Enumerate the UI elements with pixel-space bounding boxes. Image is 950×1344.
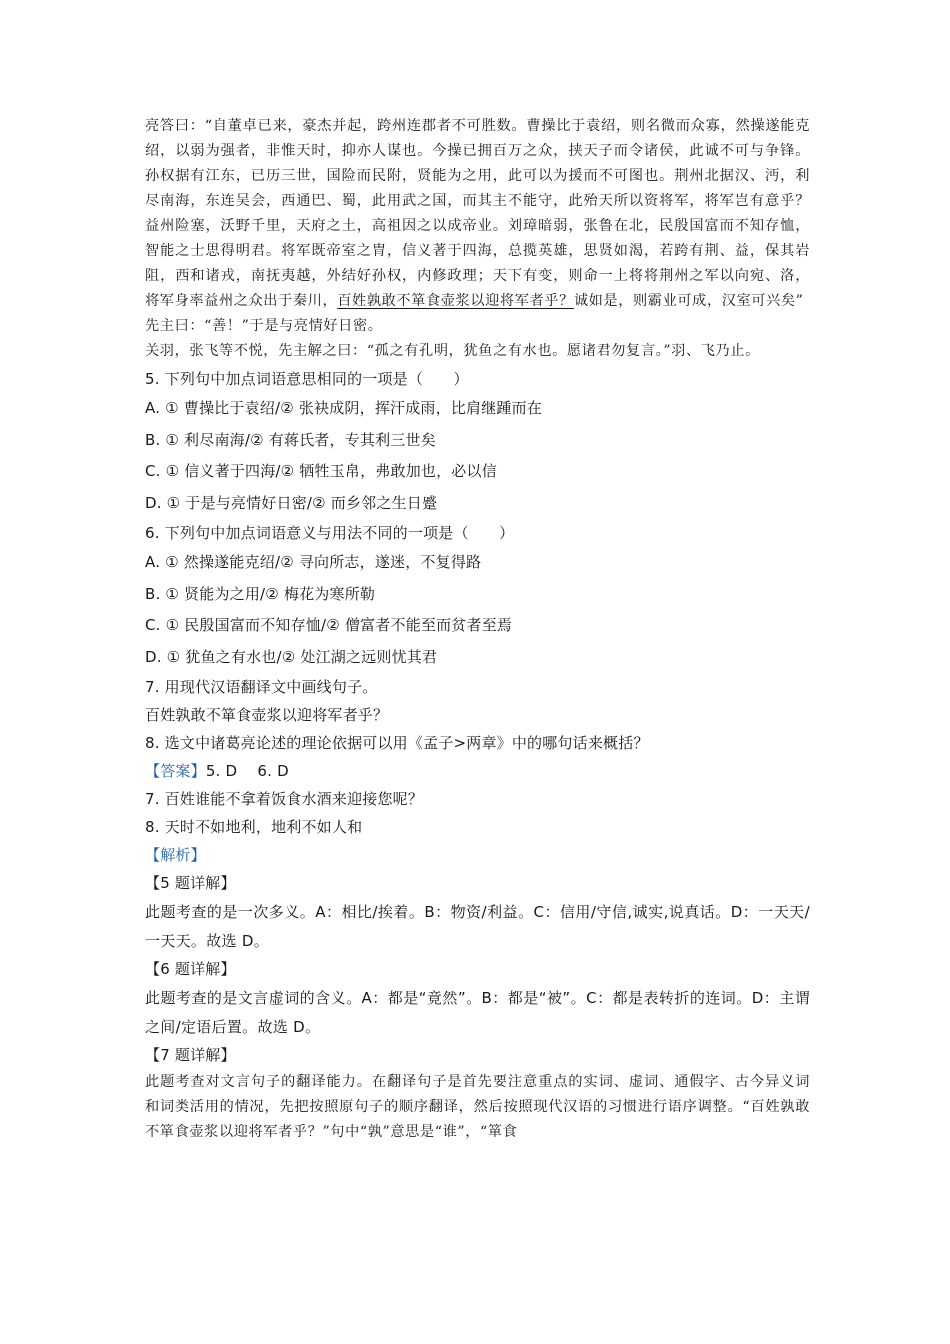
detail-text-5: 此题考查的是一次多义。A：相比/挨着。B：物资/利益。C：信用/守信,诚实,说真话。D：一天天/一天天。故选 D。	[145, 903, 810, 950]
question-5-stem: 5. 下列句中加点词语意思相同的一项是（ ）	[145, 370, 469, 388]
document-content	[145, 114, 810, 1145]
detail-heading-6: 【6 题详解】	[145, 960, 236, 978]
question-6-stem: 6. 下列句中加点词语意义与用法不同的一项是（ ）	[145, 524, 515, 542]
question-6-option-b: B. ① 贤能为之用/② 梅花为寒所勒	[145, 584, 376, 603]
passage-paragraph-1: 亮答曰：“自董卓已来，豪杰并起，跨州连郡者不可胜数。曹操比于袁绍，则名微而众寡，然操遂能克绍，以弱为强者，非惟天时，抑亦人谋也。今操已拥百万之众，挟天子而令诸侯，此诚不可与争锋。孙权据有江东，已历三世，国险而民附，贤能为之用，此可以为援而不可图也。荆州北据汉、沔，利尽南海，东连吴会，西通巴、蜀，此用武之国，而其主不能守，此殆天所以资将军，将军岂有意乎？益州险塞，沃野千里，天府之土，高祖因之以成帝业。刘璋暗弱，张鲁在北，民殷国富而不知存恤，智能之士思得明君。将军既帝室之胄，信义著于四海，总揽英雄，思贤如渴，若跨有荆、益，保其岩阻，西和诸戎，南抚夷越，外结好孙权，内修政理；天下有变，则命一上将将荆州之军以向宛、洛，将军身率益州之众出于秦川，百姓孰敢不箪食壶浆以迎将军者乎？诚如是，则霸业可成，汉室可兴矣”	[145, 118, 810, 309]
question-7-stem: 7. 用现代汉语翻译文中画线句子。	[145, 678, 378, 696]
question-5-option-b: B. ① 利尽南海/② 有蒋氏者，专其利三世矣	[145, 430, 436, 449]
question-5-option-a: A. ① 曹操比于袁绍/② 张袂成阴，挥汗成雨，比肩继踵而在	[145, 399, 543, 417]
question-5-option-c: C. ① 信义著于四海/② 牺牲玉帛，弗敢加也，必以信	[145, 462, 497, 480]
question-7-sentence: 百姓孰敢不箪食壶浆以迎将军者乎？	[145, 706, 389, 724]
question-6-option-d: D. ① 犹鱼之有水也/② 处江湖之远则忧其君	[145, 647, 438, 666]
question-5-option-d: D. ① 于是与亮情好日密/② 而乡邻之生日蹙	[145, 493, 438, 512]
classical-passage	[145, 114, 810, 364]
underlined-sentence: 百姓孰敢不箪食壶浆以迎将军者乎？	[337, 293, 574, 309]
detail-text-6: 此题考查的是文言虚词的含义。A：都是“竟然”。B：都是“被”。C：都是表转折的连词。D：主谓之间/定语后置。故选 D。	[145, 989, 810, 1036]
question-8-stem: 8. 选文中诸葛亮论述的理论依据可以用《孟子>两章》中的哪句话来概括？	[145, 734, 649, 752]
questions-section	[145, 365, 810, 1145]
detail-heading-7: 【7 题详解】	[145, 1046, 236, 1064]
answer-line-2: 7. 百姓谁能不拿着饭食水酒来迎接您呢？	[145, 790, 424, 808]
detail-text-7: 此题考查对文言句子的翻译能力。在翻译句子是首先要注意重点的实词、虚词、通假字、古今异义词和词类活用的情况，先把按照原句子的顺序翻译，然后按照现代汉语的习惯进行语序调整。“百姓孰敢不箪食壶浆以迎将军者乎？”句中“孰”意思是“谁”，“箪食	[145, 1074, 810, 1140]
question-6-option-a: A. ① 然操遂能克绍/② 寻向所志，遂迷，不复得路	[145, 553, 482, 571]
passage-paragraph-2: 先主曰：“善！”于是与亮情好日密。	[145, 318, 383, 334]
question-6-option-c: C. ① 民殷国富而不知存恤/② 僧富者不能至而贫者至焉	[145, 616, 513, 634]
passage-paragraph-3: 关羽，张飞等不悦，先主解之曰：“孤之有孔明，犹鱼之有水也。愿诸君勿复言。”羽、飞乃止。	[145, 343, 760, 359]
answer-label: 【答案】	[145, 762, 206, 780]
answer-line-1: 【答案】5. D 6. D	[145, 762, 289, 780]
analysis-label: 【解析】	[145, 846, 206, 864]
answer-line-3: 8. 天时不如地利，地利不如人和	[145, 818, 363, 836]
detail-heading-5: 【5 题详解】	[145, 874, 236, 892]
